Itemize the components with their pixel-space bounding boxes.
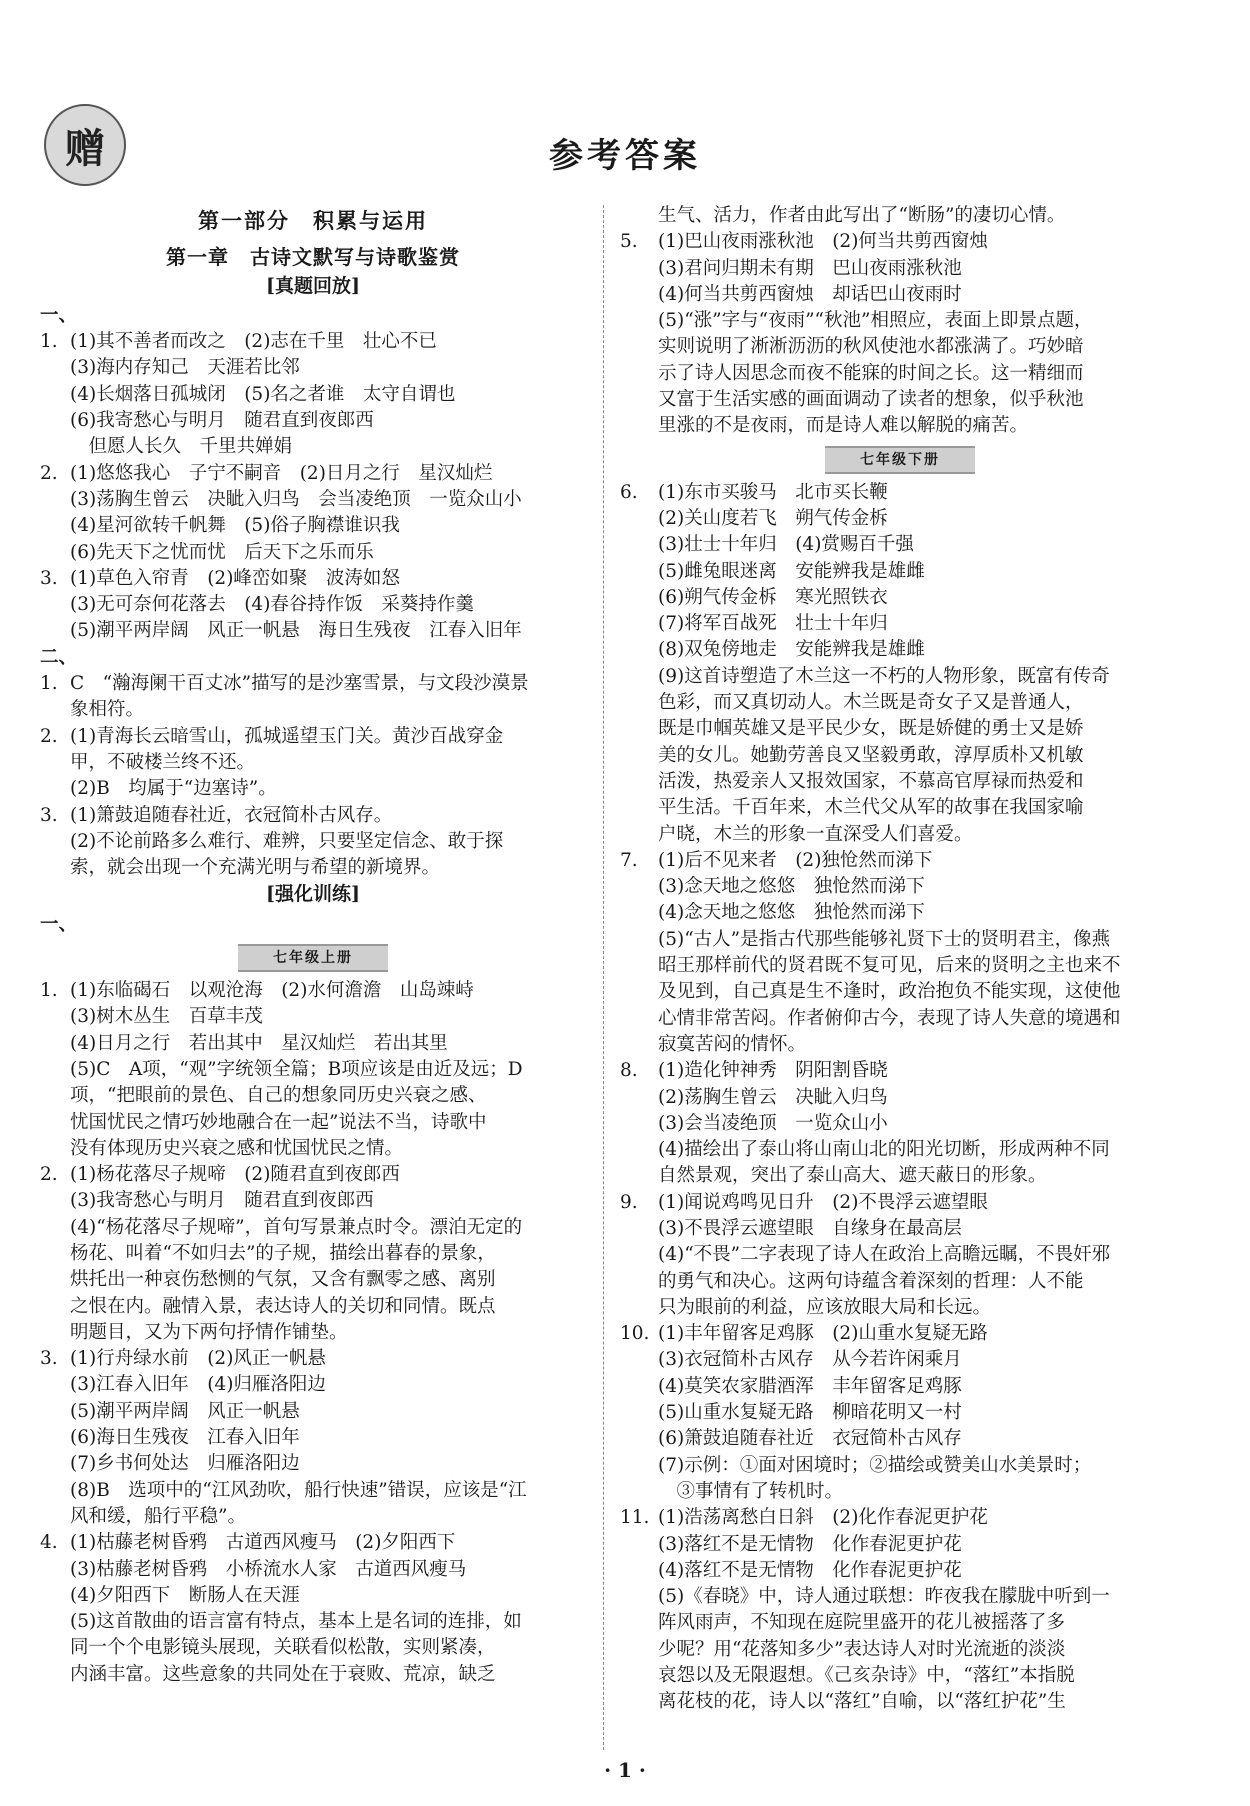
answer-line: (1)浩荡离愁白日斜 (2)化作春泥更护花 — [658, 1507, 988, 1529]
answer-line: 自然景观，突出了泰山高大、遮天蔽日的形象。 — [658, 1165, 1047, 1187]
review-heading: [真题回放] — [266, 274, 360, 297]
answer-line: 风和缓，船行平稳”。 — [70, 1505, 246, 1527]
question-number: 1. — [40, 331, 58, 353]
answer-line: 昭王那样前代的贤君既不复可见，后来的贤明之主也来不 — [658, 955, 1121, 977]
training-2 — [40, 1162, 586, 1346]
answer-line: 明题目，又为下两句抒情作铺垫。 — [70, 1321, 348, 1343]
answer-line: (7)将军百战死 壮士十年归 — [658, 613, 888, 635]
gift-badge: 赠 — [44, 104, 126, 186]
answer-line: 寂寞苦闷的情怀。 — [658, 1033, 807, 1055]
question-2-1 — [40, 671, 586, 724]
answer-line: (6)朔气传金柝 寒光照铁衣 — [658, 586, 888, 608]
answer-line: (5)C A项，“观”字统领全篇；B项应该是由近及远；D — [70, 1058, 523, 1080]
section-label: 一、 — [40, 304, 78, 326]
training-4 — [40, 1530, 586, 1688]
answer-line: (3)我寄愁心与明月 随君直到夜郎西 — [70, 1190, 374, 1212]
training-heading: [强化训练] — [266, 883, 360, 906]
question-2-3 — [40, 803, 586, 882]
answer-line: (3)不畏浮云遮望眼 自缘身在最高层 — [658, 1217, 962, 1239]
question-7 — [620, 848, 1180, 1058]
answer-line: (5)潮平两岸阔 风正一帆悬 海日生残夜 江春入旧年 — [70, 620, 522, 642]
question-number: 2. — [40, 1164, 58, 1186]
answer-line: (3)无可奈何花落去 (4)春谷持作饭 采葵持作羹 — [70, 594, 474, 616]
answer-line: (3)荡胸生曾云 决眦入归鸟 会当凌绝顶 一览众山小 — [70, 488, 522, 510]
answer-line: (3)君问归期未有期 巴山夜雨涨秋池 — [658, 257, 962, 279]
answer-line: 色彩，而又真切动人。木兰既是奇女子又是普通人， — [658, 692, 1084, 714]
answer-line: 户晓，木兰的形象一直深受人们喜爱。 — [658, 823, 973, 845]
answer-line: 杨花、叫着“不如归去”的子规，描绘出暮春的景象， — [70, 1242, 496, 1264]
right-column — [620, 203, 1180, 1716]
answer-line: (3)会当凌绝顶 一览众山小 — [658, 1112, 888, 1134]
answer-line: (1)东临碣石 以观沧海 (2)水何澹澹 山岛竦峙 — [70, 980, 474, 1002]
answer-line: 及见到，自己真是生不逢时，政治抱负不能实现，这使他 — [658, 981, 1121, 1003]
question-number: 1. — [40, 673, 58, 695]
question-number: 3. — [40, 567, 58, 589]
question-number: 11. — [620, 1507, 650, 1529]
question-2-2 — [40, 724, 586, 803]
answer-line: 活泼，热爱亲人又报效国家，不慕高官厚禄而热爱和 — [658, 770, 1084, 792]
question-1 — [40, 329, 586, 460]
answer-line: (4)念天地之悠悠 独怆然而涕下 — [658, 902, 925, 924]
answer-line: (2)关山度若飞 朔气传金柝 — [658, 507, 888, 529]
answer-line: 又富于生活实感的画面调动了读者的想象，似乎秋池 — [658, 389, 1084, 411]
answer-line: 哀怨以及无限遐想。《己亥杂诗》中，“落红”本指脱 — [658, 1665, 1075, 1687]
training-3 — [40, 1346, 586, 1530]
question-number: 10. — [620, 1323, 650, 1345]
answer-line: 内涵丰富。这些意象的共同处在于衰败、荒凉，缺乏 — [70, 1663, 496, 1685]
answer-line: 只为眼前的利益，应该放眼大局和长远。 — [658, 1296, 992, 1318]
answer-line: 离花枝的花，诗人以“落红”自喻，以“落红护花”生 — [658, 1691, 1066, 1713]
answer-line: (5)山重水复疑无路 柳暗花明又一村 — [658, 1402, 962, 1424]
question-8 — [620, 1058, 1180, 1189]
question-number: 4. — [40, 1532, 58, 1554]
answer-line: (5)“古人”是指古代那些能够礼贤下士的贤明君主，像燕 — [658, 928, 1111, 950]
question-2 — [40, 461, 586, 566]
answer-line: (4)“不畏”二字表现了诗人在政治上高瞻远瞩，不畏奸邪 — [658, 1244, 1111, 1266]
answer-line: (3)树木丛生 百草丰茂 — [70, 1006, 263, 1028]
answer-line: 象相符。 — [70, 699, 145, 721]
question-number: 3. — [40, 804, 58, 826]
answer-line: (3)江春入旧年 (4)归雁洛阳边 — [70, 1374, 326, 1396]
answer-line: (3)衣冠简朴古风存 从今若许闲乘月 — [658, 1349, 962, 1371]
question-number: 2. — [40, 725, 58, 747]
answer-line: (3)枯藤老树昏鸦 小桥流水人家 古道西风瘦马 — [70, 1558, 467, 1580]
answer-line: (1)巴山夜雨涨秋池 (2)何当共剪西窗烛 — [658, 231, 988, 253]
answer-line: (3)念天地之悠悠 独怆然而涕下 — [658, 876, 925, 898]
answer-line: 少呢？用“花落知多少”表达诗人对时光流逝的淡淡 — [658, 1638, 1066, 1660]
answer-line: (1)丰年留客足鸡豚 (2)山重水复疑无路 — [658, 1323, 988, 1345]
question-10 — [620, 1321, 1180, 1505]
answer-line: (1)行舟绿水前 (2)风正一帆悬 — [70, 1348, 326, 1370]
answer-line: (1)悠悠我心 子宁不嗣音 (2)日月之行 星汉灿烂 — [70, 462, 493, 484]
answer-line: (2)不论前路多么难行、难辨，只要坚定信念、敢于探 — [70, 830, 504, 852]
answer-line: C “瀚海阑干百丈冰”描写的是沙塞雪景，与文段沙漠景 — [70, 673, 529, 695]
answer-line: ③事情有了转机时。 — [658, 1480, 844, 1502]
answer-line: 既是巾帼英雄又是平民少女，既是娇健的勇士又是娇 — [658, 718, 1084, 740]
training-1 — [40, 978, 586, 1162]
answer-line: (6)箫鼓追随春社近 衣冠简朴古风存 — [658, 1428, 962, 1450]
question-number: 8. — [620, 1060, 638, 1082]
answer-line: (3)落红不是无情物 化作春泥更护花 — [658, 1533, 962, 1555]
answer-line: (1)草色入帘青 (2)峰峦如聚 波涛如怒 — [70, 567, 400, 589]
page-title: 参考答案 — [549, 136, 701, 176]
answer-line: 但愿人长久 千里共婵娟 — [70, 436, 293, 458]
answer-line: 平生活。千百年来，木兰代父从军的故事在我国家喻 — [658, 797, 1084, 819]
answer-line: (4)描绘出了泰山将山南山北的阳光切断，形成两种不同 — [658, 1139, 1110, 1161]
question-number: 6. — [620, 481, 638, 503]
answer-line: (5)雌兔眼迷离 安能辨我是雄雌 — [658, 560, 925, 582]
answer-line: (1)造化钟神秀 阴阳割昏晓 — [658, 1060, 888, 1082]
answer-line: (6)我寄愁心与明月 随君直到夜郎西 — [70, 410, 374, 432]
answer-line: (5)《春晓》中，诗人通过联想：昨夜我在朦胧中听到一 — [658, 1586, 1110, 1608]
page-number: · 1 · — [604, 1758, 646, 1782]
answer-line: (4)“杨花落尽子规啼”，首句写景兼点时令。漂泊无定的 — [70, 1216, 523, 1238]
column-divider — [603, 205, 604, 1750]
answer-line: 没有体现历史兴衰之感和忧国忧民之情。 — [70, 1137, 404, 1159]
answer-line: 项，“把眼前的景色、自己的想象同历史兴衰之感、 — [70, 1085, 487, 1107]
answer-line: 示了诗人因思念而夜不能寐的时间之长。这一精细而 — [658, 362, 1084, 384]
question-number: 7. — [620, 849, 638, 871]
left-column — [40, 205, 586, 1688]
question-number: 5. — [620, 231, 638, 253]
continuation — [620, 203, 1180, 229]
answer-line: (1)杨花落尽子规啼 (2)随君直到夜郎西 — [70, 1164, 400, 1186]
question-number: 9. — [620, 1191, 638, 1213]
answer-line: 的勇气和决心。这两句诗蕴含着深刻的哲理：人不能 — [658, 1270, 1084, 1292]
answer-line: 阵风雨声，不知现在庭院里盛开的花儿被摇落了多 — [658, 1612, 1066, 1634]
answer-line: (8)B 选项中的“江风劲吹，船行快速”错误，应该是“江 — [70, 1479, 527, 1501]
answer-line: 生气、活力，作者由此写出了“断肠”的凄切心情。 — [658, 205, 1066, 226]
answer-line: (4)日月之行 若出其中 星汉灿烂 若出其里 — [70, 1032, 448, 1054]
grade-label-upper: 七年级上册 — [238, 944, 388, 972]
answer-line: (3)海内存知己 天涯若比邻 — [70, 357, 300, 379]
grade-label-lower: 七年级下册 — [825, 446, 975, 474]
answer-line: (1)闻说鸡鸣见日升 (2)不畏浮云遮望眼 — [658, 1191, 988, 1213]
answer-line: (6)海日生残夜 江春入旧年 — [70, 1427, 300, 1449]
answer-line: (4)莫笑农家腊酒浑 丰年留客足鸡豚 — [658, 1375, 962, 1397]
question-6 — [620, 480, 1180, 848]
answer-line: 烘托出一种哀伤愁恻的气氛，又含有飘零之感、离别 — [70, 1269, 496, 1291]
chapter-heading: 第一章 古诗文默写与诗歌鉴赏 — [166, 245, 460, 270]
question-11 — [620, 1505, 1180, 1715]
question-number: 1. — [40, 980, 58, 1002]
answer-line: 之恨在内。融情入景，表达诗人的关切和同情。既点 — [70, 1295, 496, 1317]
answer-line: 同一个个电影镜头展现，关联看似松散，实则紧凑， — [70, 1637, 496, 1659]
answer-line: (4)夕阳西下 断肠人在天涯 — [70, 1584, 300, 1606]
question-number: 2. — [40, 462, 58, 484]
answer-line: (8)双兔傍地走 安能辨我是雄雌 — [658, 639, 925, 661]
answer-line: (7)示例：①面对困境时；②描绘或赞美山水美景时； — [658, 1454, 1092, 1476]
answer-line: (1)其不善者而改之 (2)志在千里 壮心不已 — [70, 331, 437, 353]
section-label: 二、 — [40, 646, 78, 668]
answer-line: 忧国忧民之情巧妙地融合在一起”说法不当，诗歌中 — [70, 1111, 487, 1133]
answer-line: 里涨的不是夜雨，而是诗人难以解脱的痛苦。 — [658, 415, 1029, 437]
answer-line: (4)长烟落日孤城闭 (5)名之者谁 太守自谓也 — [70, 383, 456, 405]
answer-line: 甲，不破楼兰终不还。 — [70, 751, 256, 773]
answer-line: (3)壮士十年归 (4)赏赐百千强 — [658, 534, 914, 556]
answer-line: (2)荡胸生曾云 决眦入归鸟 — [658, 1086, 888, 1108]
answer-line: 心情非常苦闷。作者俯仰古今，表现了诗人失意的境遇和 — [658, 1007, 1121, 1029]
answer-line: (4)星河欲转千帆舞 (5)俗子胸襟谁识我 — [70, 515, 400, 537]
answer-line: (2)B 均属于“边塞诗”。 — [70, 778, 277, 800]
answer-line: (1)东市买骏马 北市买长鞭 — [658, 481, 888, 503]
answer-line: (4)何当共剪西窗烛 却话巴山夜雨时 — [658, 283, 962, 305]
question-5 — [620, 229, 1180, 439]
part-heading: 第一部分 积累与运用 — [198, 208, 428, 233]
question-3 — [40, 566, 586, 645]
answer-line: (9)这首诗塑造了木兰这一不朽的人物形象，既富有传奇 — [658, 665, 1110, 687]
question-number: 3. — [40, 1348, 58, 1370]
answer-line: (1)箫鼓追随春社近，衣冠简朴古风存。 — [70, 804, 393, 826]
answer-line: 美的女儿。她勤劳善良又坚毅勇敢，淳厚质朴又机敏 — [658, 744, 1084, 766]
answer-line: 索，就会出现一个充满光明与希望的新境界。 — [70, 857, 441, 879]
answer-line: (5)这首散曲的语言富有特点，基本上是名词的连排，如 — [70, 1611, 522, 1633]
answer-line: (1)青海长云暗雪山，孤城遥望玉门关。黄沙百战穿金 — [70, 725, 504, 747]
answer-line: (5)潮平两岸阔 风正一帆悬 — [70, 1400, 300, 1422]
answer-line: 实则说明了淅淅沥沥的秋风使池水都涨满了。巧妙暗 — [658, 336, 1084, 358]
section-label: 一、 — [40, 913, 78, 935]
answer-line: (7)乡书何处达 归雁洛阳边 — [70, 1453, 300, 1475]
answer-line: (6)先天下之忧而忧 后天下之乐而乐 — [70, 541, 374, 563]
answer-line: (5)“涨”字与“夜雨”“秋池”相照应，表面上即景点题， — [658, 310, 1093, 332]
question-9 — [620, 1190, 1180, 1321]
answer-line: (1)枯藤老树昏鸦 古道西风瘦马 (2)夕阳西下 — [70, 1532, 456, 1554]
answer-line: (1)后不见来者 (2)独怆然而涕下 — [658, 849, 933, 871]
answer-line: (4)落红不是无情物 化作春泥更护花 — [658, 1559, 962, 1581]
